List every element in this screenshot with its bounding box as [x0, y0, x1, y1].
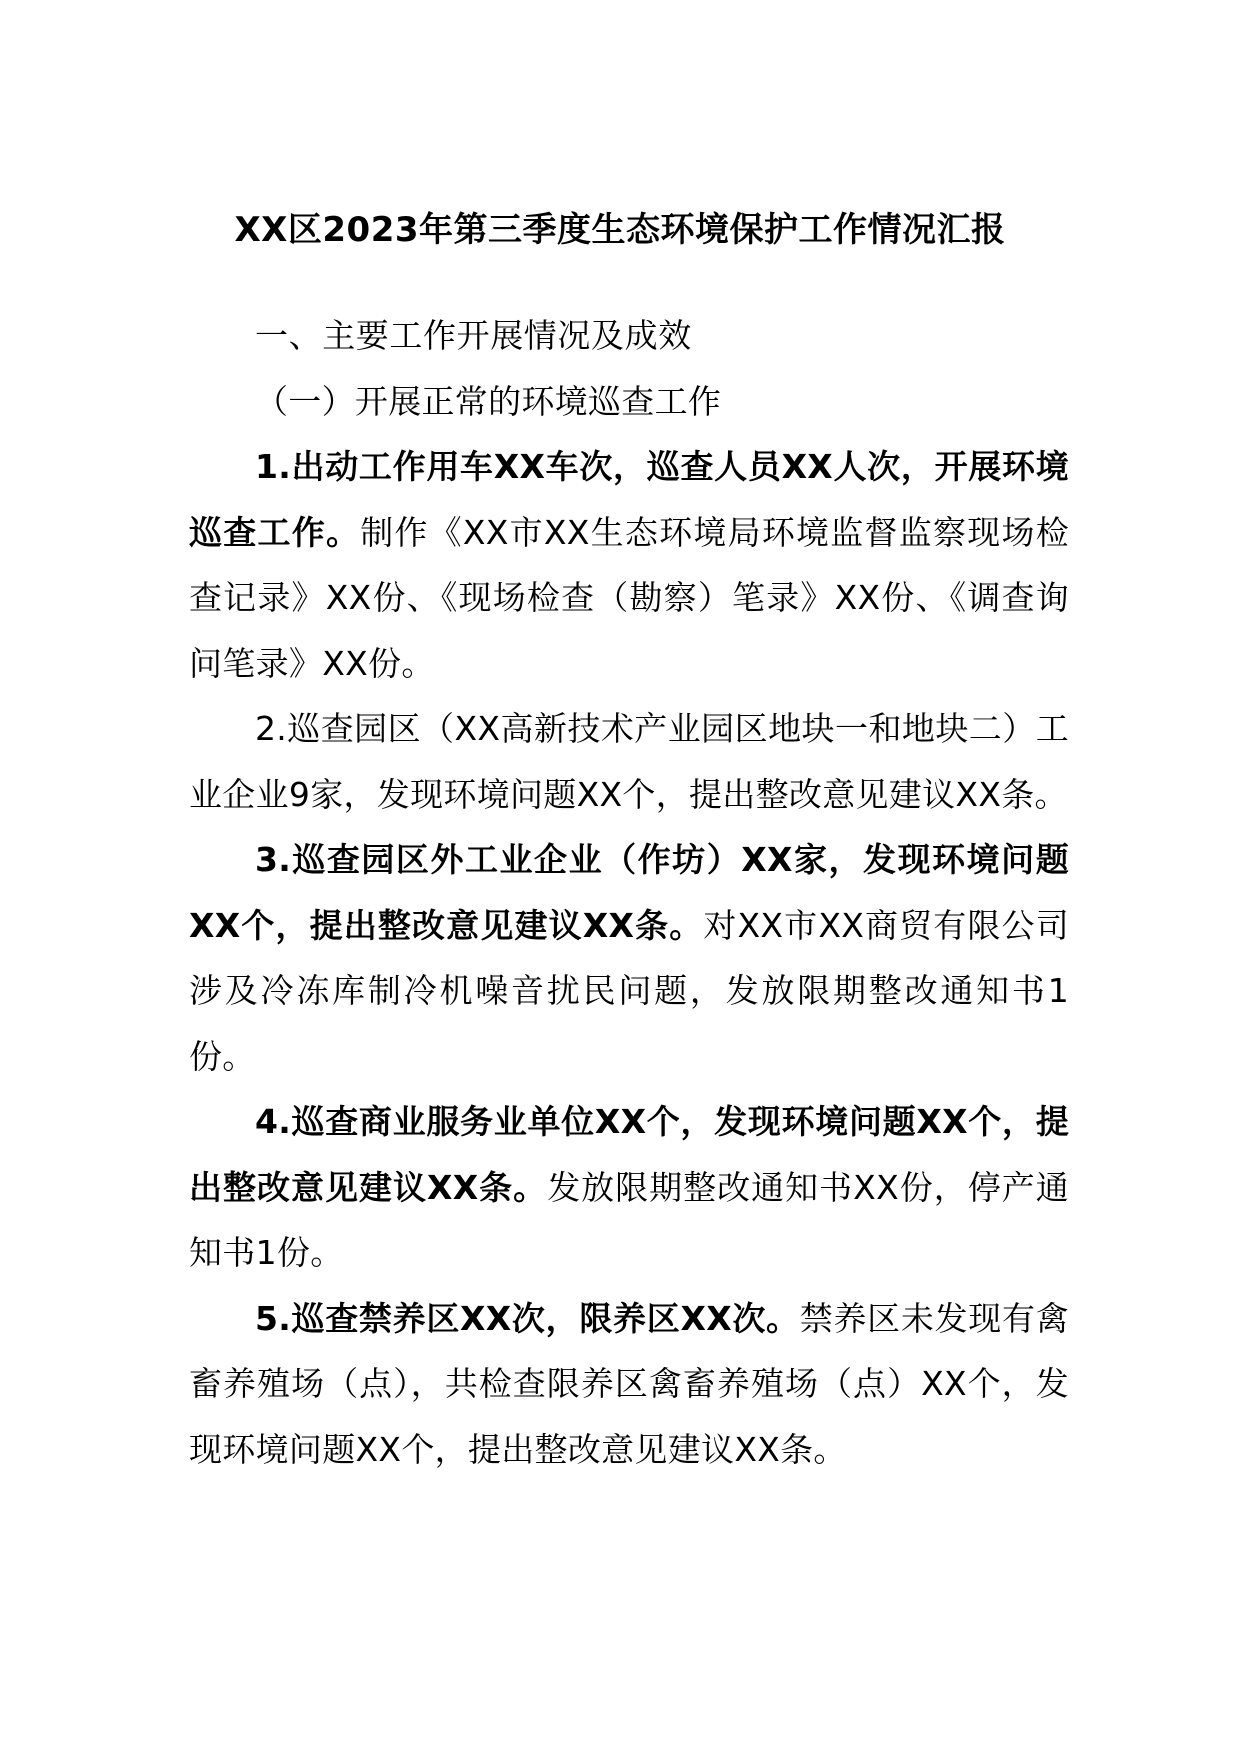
paragraph-lead: 5.巡查禁养区XX次，限养区XX次。 — [255, 1298, 800, 1338]
paragraph-text: 制作《XX市XX生态环境局环境监督监察现场检查记录》XX份、《现场检查（勘察）笔录》XX份、《调查询问笔录》XX份。 — [189, 512, 1070, 683]
paragraph-text: 发放限期整改通知书XX份，停产通知书1份。 — [189, 1167, 1069, 1272]
paragraph-item-4 — [189, 1089, 1069, 1286]
paragraph-lead: 3.巡查园区外工业企业（作坊）XX家，发现环境问题XX个，提出整改意见建议XX条。 — [189, 840, 1069, 945]
paragraph-lead: 1.出动工作用车XX车次，巡查人员XX人次，开展环境巡查工作。 — [189, 447, 1069, 552]
paragraph-text: 对XX市XX商贸有限公司涉及冷冻库制冷机噪音扰民问题，发放限期整改通知书1份。 — [189, 905, 1069, 1076]
paragraph-item-2 — [189, 696, 1069, 827]
paragraph-text: 2.巡查园区（XX高新技术产业园区地块一和地块二）工业企业9家，发现环境问题XX个，提出整改意见建议XX条。 — [189, 709, 1069, 814]
document-title: XX区2023年第三季度生态环境保护工作情况汇报 — [234, 210, 1006, 250]
paragraph-item-3 — [189, 827, 1069, 1089]
paragraph-lead: 4.巡查商业服务业单位XX个，发现环境问题XX个，提出整改意见建议XX条。 — [189, 1102, 1069, 1207]
subsection-heading: （一）开展正常的环境巡查工作 — [255, 381, 722, 421]
section-heading: 一、主要工作开展情况及成效 — [255, 316, 692, 355]
paragraph-item-1 — [189, 434, 1069, 696]
paragraph-text: 禁养区未发现有禽畜养殖场（点），共检查限养区禽畜养殖场（点）XX个，发现环境问题XX个，提出整改意见建议XX条。 — [189, 1298, 1070, 1469]
document-body — [189, 303, 1069, 1482]
paragraph-item-5 — [189, 1286, 1069, 1483]
